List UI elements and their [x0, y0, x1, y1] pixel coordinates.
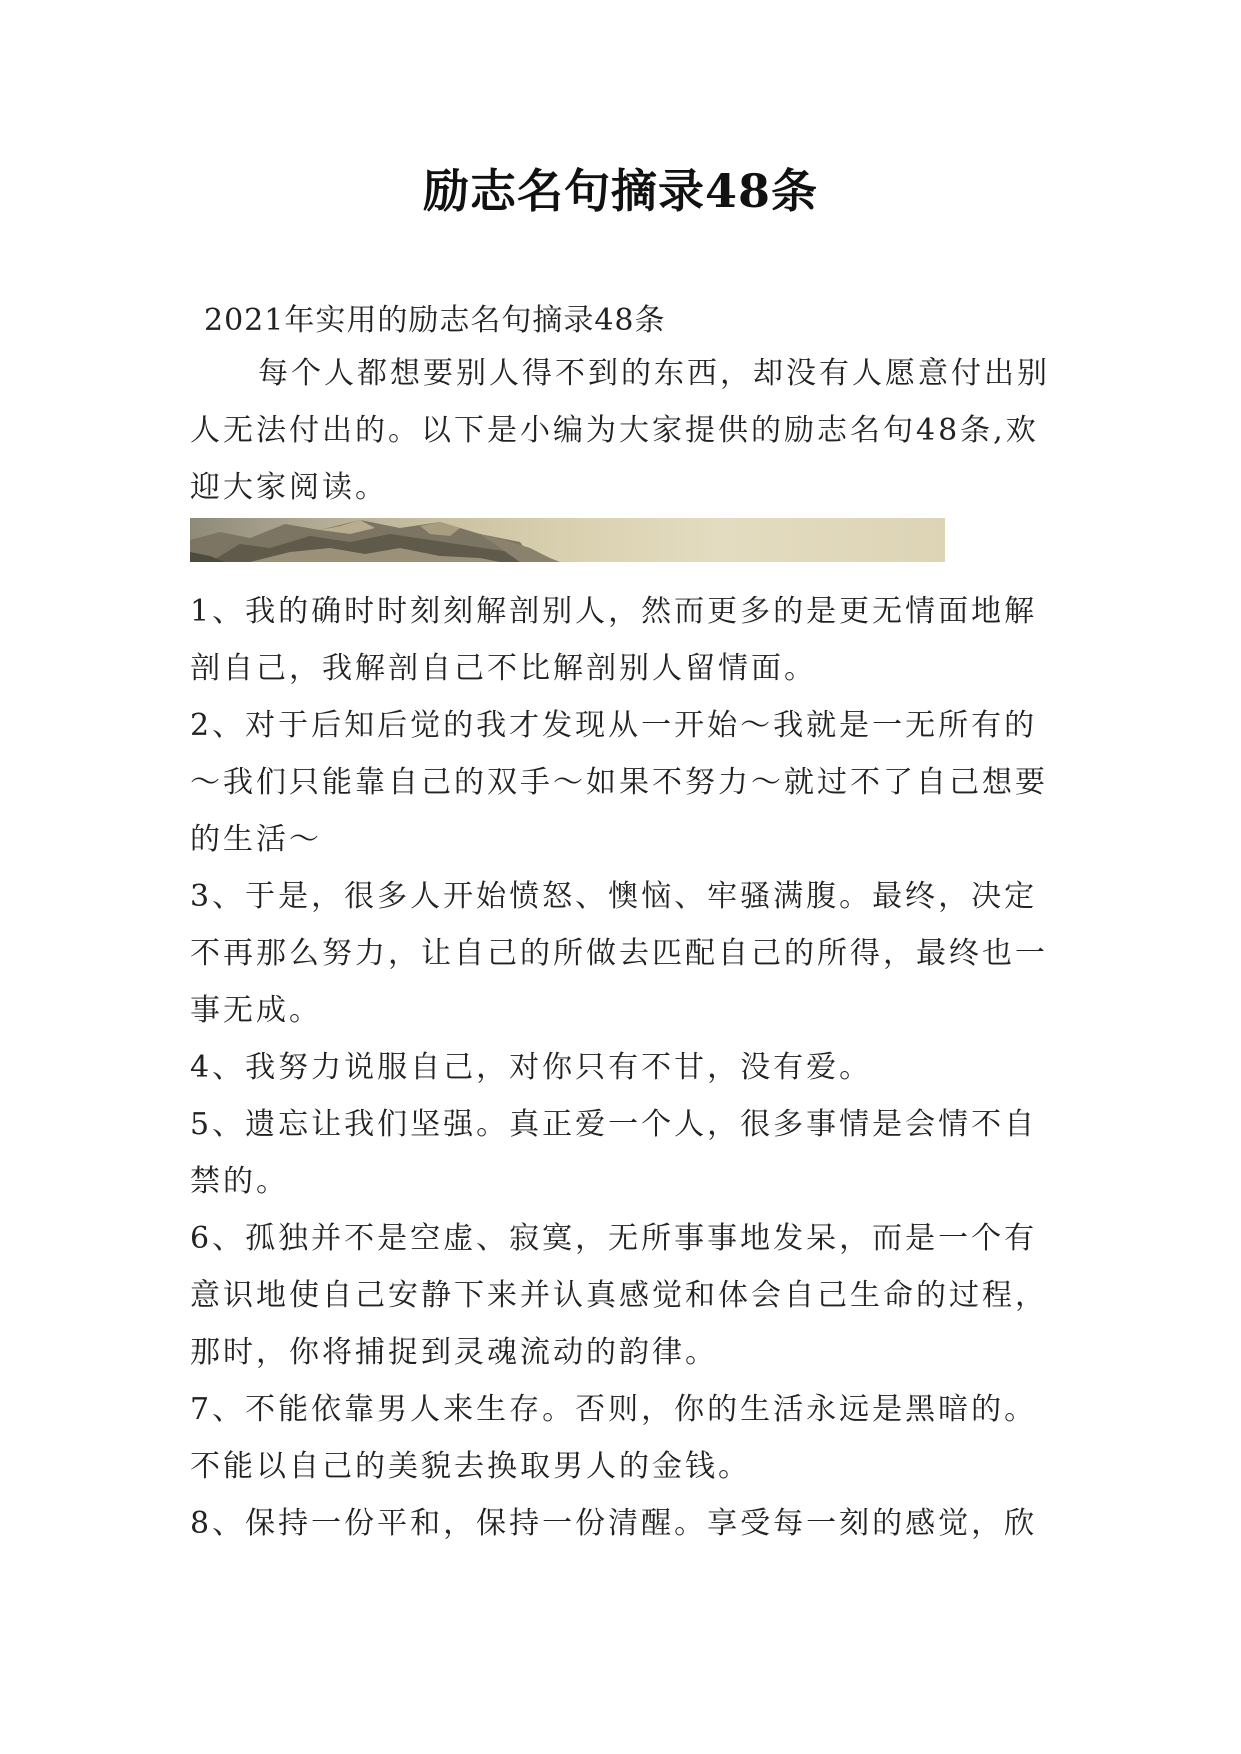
list-item: 8、保持一份平和，保持一份清醒。享受每一刻的感觉，欣	[190, 1506, 1038, 1541]
list-item: 5、遗忘让我们坚强。真正爱一个人，很多事情是会情不自禁的。	[190, 1107, 1038, 1199]
list-item: 6、孤独并不是空虚、寂寞，无所事事地发呆，而是一个有意识地使自己安静下来并认真感觉和体会自己生命的过程，那时，你将捕捉到灵魂流动的韵律。	[190, 1221, 1048, 1370]
mountain-rock-illustration	[190, 518, 945, 562]
list-item: 3、于是，很多人开始愤怒、懊恼、牢骚满腹。最终，决定不再那么努力，让自己的所做去匹配自己的所得，最终也一事无成。	[190, 879, 1048, 1028]
list-item: 1、我的确时时刻刻解剖别人，然而更多的是更无情面地解剖自己，我解剖自己不比解剖别人留情面。	[190, 594, 1038, 686]
banner-image	[190, 518, 945, 562]
document-title: 励志名句摘录48条	[422, 164, 818, 218]
list-item: 2、对于后知后觉的我才发现从一开始～我就是一无所有的～我们只能靠自己的双手～如果不努力～就过不了自己想要的生活～	[190, 708, 1048, 857]
quote-list	[190, 583, 1060, 1552]
intro-paragraph: 每个人都想要别人得不到的东西，却没有人愿意付出别人无法付出的。以下是小编为大家提供的励志名句48条,欢迎大家阅读。	[190, 356, 1050, 505]
list-item: 4、我努力说服自己，对你只有不甘，没有爱。	[190, 1050, 873, 1085]
list-item: 7、不能依靠男人来生存。否则，你的生活永远是黑暗的。不能以自己的美貌去换取男人的金钱。	[190, 1392, 1038, 1484]
document-subtitle: 2021年实用的励志名句摘录48条	[204, 303, 666, 338]
